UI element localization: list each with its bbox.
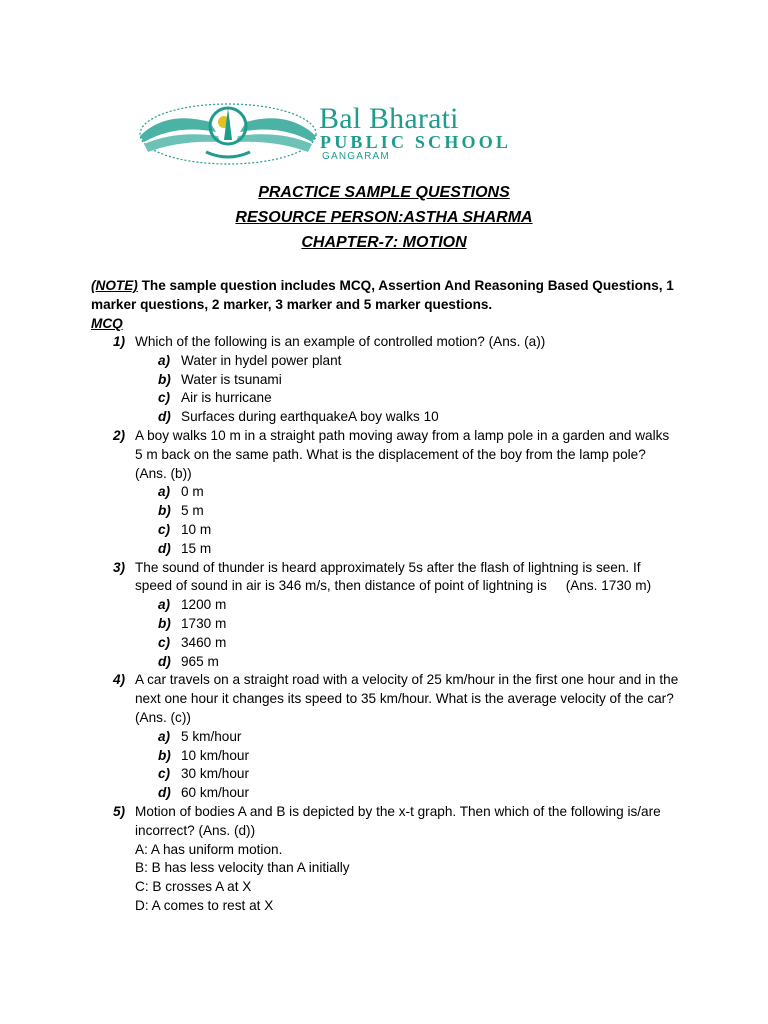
option-item — [135, 540, 680, 559]
option-item — [135, 483, 680, 502]
school-emblem-icon — [136, 96, 318, 168]
option-text: Water is tsunami — [181, 371, 282, 387]
question-text: Motion of bodies A and B is depicted by the x-t graph. Then which of the following is/are incorrect? (Ans. (d)) — [135, 803, 661, 838]
question-text: The sound of thunder is heard approximately 5s after the flash of lightning is seen. If speed of sound in air is 346 m/s, then distance of point of lightning is (Ans. 1730 m) — [135, 559, 652, 594]
option-text: 965 m — [181, 653, 219, 669]
option-item — [135, 352, 680, 371]
option-label: d) — [158, 409, 171, 425]
option-text: 10 m — [181, 521, 212, 537]
option-text: 10 km/hour — [181, 747, 250, 763]
option-text: Water in hydel power plant — [181, 352, 342, 368]
option-label: c) — [158, 766, 171, 782]
option-item — [135, 389, 680, 408]
question-1 — [0, 333, 680, 427]
option-item — [135, 596, 680, 615]
note-label: (NOTE) — [91, 278, 138, 293]
question-text: A boy walks 10 m in a straight path moving away from a lamp pole in a garden and walks 5 m back on the same path. What is the displacement of the boy from the lamp pole? (Ans. (b)) — [135, 427, 670, 481]
option-item — [135, 408, 680, 427]
question-5 — [0, 803, 680, 916]
question-list — [0, 333, 768, 916]
question-text: Which of the following is an example of controlled motion? (Ans. (a)) — [135, 334, 546, 349]
school-logo — [136, 96, 636, 168]
option-text: 15 m — [181, 540, 212, 556]
option-list — [135, 352, 680, 427]
option-text: 60 km/hour — [181, 785, 250, 801]
option-label: a) — [158, 352, 171, 368]
option-label: b) — [158, 371, 171, 387]
option-text: Surfaces during earthquakeA boy walks 10 — [181, 409, 439, 425]
school-name: Bal Bharati — [319, 102, 459, 135]
note-text: The sample question includes MCQ, Assertion And Reasoning Based Questions, 1 marker questions, 2 marker, 3 marker and 5 marker questions. — [91, 278, 674, 312]
option-item — [135, 521, 680, 540]
option-item — [135, 784, 680, 803]
question-number: 4) — [113, 672, 126, 688]
option-label: b) — [158, 615, 171, 631]
option-label: a) — [158, 728, 171, 744]
statement-item: B: B has less velocity than A initially — [135, 860, 350, 876]
option-text: Air is hurricane — [181, 390, 272, 406]
option-label: d) — [158, 653, 171, 669]
question-3 — [0, 559, 680, 672]
option-item — [135, 502, 680, 521]
option-item — [135, 728, 680, 747]
option-label: c) — [158, 521, 171, 537]
question-2 — [0, 427, 680, 559]
statement-item: A: A has uniform motion. — [135, 841, 283, 857]
option-label: c) — [158, 634, 171, 650]
heading-practice: PRACTICE SAMPLE QUESTIONS — [258, 184, 510, 201]
option-item — [135, 634, 680, 653]
statement-item: D: A comes to rest at X — [135, 897, 274, 913]
question-number: 1) — [113, 334, 126, 349]
option-label: d) — [158, 540, 171, 556]
option-item — [135, 747, 680, 766]
question-text: A car travels on a straight road with a velocity of 25 km/hour in the first one hour and in the next one hour it changes its speed to 35 km/hour. What is the average velocity of the car? (Ans. (c)) — [135, 672, 679, 725]
heading-chapter: CHAPTER-7: MOTION — [301, 234, 467, 251]
option-item — [135, 765, 680, 784]
option-text: 30 km/hour — [181, 766, 250, 782]
document-headings — [0, 180, 768, 255]
option-label: d) — [158, 785, 171, 801]
option-label: a) — [158, 484, 171, 500]
option-label: c) — [158, 390, 171, 406]
question-number: 3) — [113, 559, 126, 575]
option-item — [135, 371, 680, 390]
option-label: a) — [158, 597, 171, 613]
option-label: b) — [158, 503, 171, 519]
option-label: b) — [158, 747, 171, 763]
option-item — [135, 653, 680, 672]
option-item — [135, 615, 680, 634]
school-subtitle: PUBLIC SCHOOL — [320, 132, 512, 152]
option-list — [135, 596, 680, 671]
option-list — [135, 728, 680, 803]
question-4 — [0, 671, 680, 803]
school-location: GANGARAM — [322, 151, 390, 162]
option-text: 0 m — [181, 484, 204, 500]
option-text: 3460 m — [181, 634, 227, 650]
note-paragraph — [91, 276, 691, 314]
question-number: 5) — [113, 803, 126, 819]
option-list — [135, 483, 680, 558]
option-text: 5 m — [181, 503, 204, 519]
statement-item: C: B crosses A at X — [135, 879, 252, 895]
option-text: 1730 m — [181, 615, 227, 631]
question-number: 2) — [113, 427, 126, 443]
option-text: 1200 m — [181, 597, 227, 613]
mcq-heading: MCQ — [91, 316, 123, 331]
option-text: 5 km/hour — [181, 728, 242, 744]
heading-resource-person: RESOURCE PERSON:ASTHA SHARMA — [235, 209, 533, 226]
